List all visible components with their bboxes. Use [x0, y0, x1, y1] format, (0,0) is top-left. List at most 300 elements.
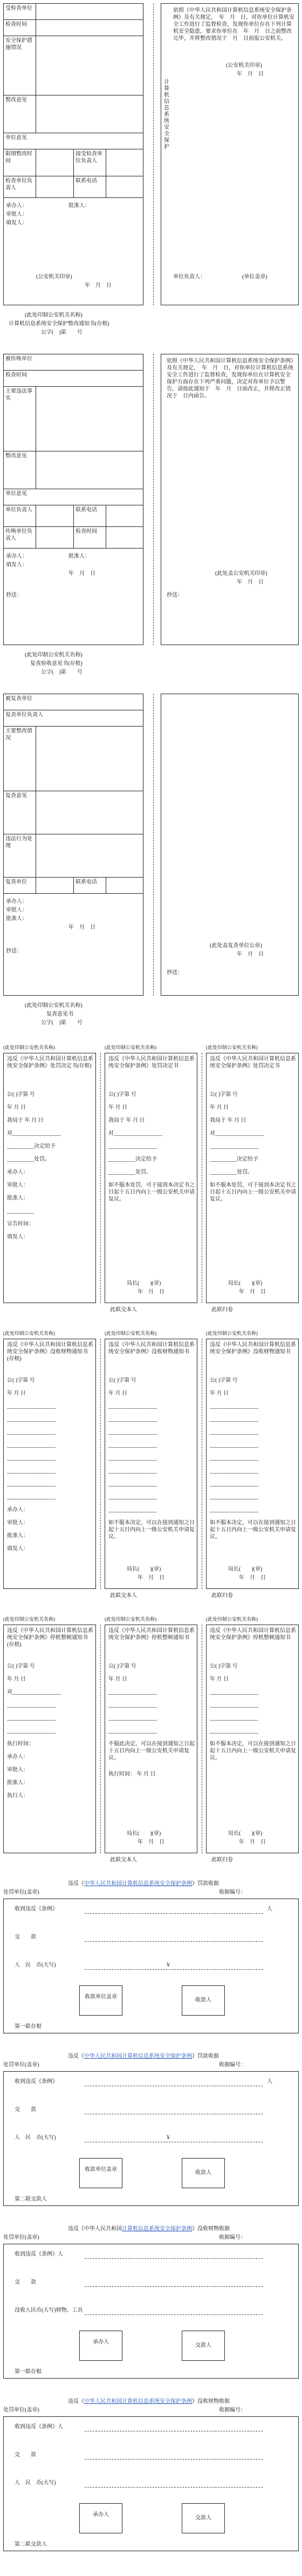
- form-line[interactable]: __________________: [210, 1429, 258, 1435]
- form-line[interactable]: __________________: [108, 1481, 157, 1487]
- form-line: 批准人：: [7, 1195, 29, 1201]
- notice-body: 依照《中华人民共和国计算机信息系统安全保护条例》及有关规定， 年 月 日，对你单位计算机安全工作进行了监督检查，发现你单位存在下列计算机安全隐患，要求你单位在 年 月 日之前整改完毕，并将整改情况于 月 日前报公安机关。: [173, 8, 294, 42]
- form-line[interactable]: __________________: [210, 1442, 258, 1448]
- stamp-box: 收款单位盖章: [79, 1985, 122, 2016]
- form-line: 年 月 日: [108, 1390, 127, 1396]
- vertical-caption: 计算机信息系统安全保护: [164, 79, 169, 150]
- title-suffix: 》罚款收据: [192, 1881, 219, 1887]
- form-line[interactable]: __________________: [7, 1416, 56, 1422]
- form-line: 不服此决定，可以在接到通知之日起十五日内向上一级公安机关申请复议。: [108, 1741, 195, 1761]
- signer: 批准人：: [6, 916, 28, 922]
- director-seal: 局长( )(章): [127, 1566, 161, 1572]
- seal: (公安机关印章): [226, 63, 262, 68]
- caption: (此处印制公安机关名称): [25, 312, 83, 318]
- form-column: [206, 1339, 299, 1589]
- form-line[interactable]: __________________: [210, 1702, 258, 1708]
- copy-label: 此联归卷: [211, 1857, 233, 1863]
- receipt: [3, 2225, 299, 2396]
- receipt-field-label: 收到违反《条例》人: [15, 2251, 63, 2257]
- row-label: 违法行为处理: [4, 834, 36, 878]
- caption: 复查意见书: [46, 1011, 73, 1017]
- form-line[interactable]: __________________: [108, 1442, 157, 1448]
- signer: 批准人：: [68, 203, 90, 209]
- form-line: 我局于 年 月 日: [7, 1118, 44, 1123]
- unit-seal: (单位盖章): [242, 274, 267, 280]
- title-suffix: 》没收财物收据: [192, 2226, 230, 2232]
- form-line: 如不服本决定，可以在接到通知之日起十五日内向上一级公安机关申请复议。: [108, 1520, 195, 1540]
- receipt-title: [68, 2053, 219, 2060]
- form-line: 审批人：: [7, 1520, 29, 1526]
- column-header: (此处印制公安机关名称): [3, 1331, 55, 1336]
- date-line: 年 月 日: [239, 1839, 266, 1845]
- form-line: 批准人：: [7, 1533, 29, 1539]
- form-column: [3, 1339, 96, 1589]
- row-label: 限期整改时间: [4, 149, 36, 176]
- form-line: 批准人：: [7, 1780, 29, 1786]
- warning-form: [3, 354, 299, 688]
- row-label: 检查时间: [4, 371, 143, 387]
- issuer: 处罚单位(盖章): [3, 2407, 39, 2413]
- row-label: 单位意见: [4, 133, 143, 149]
- receipt-field-line[interactable]: [85, 1969, 263, 1970]
- receipt-number: 收据编号：: [219, 2407, 246, 2413]
- form-line[interactable]: __________处罚。: [210, 1169, 253, 1175]
- row-value[interactable]: [36, 20, 143, 36]
- caption: 公字( )第 号: [41, 1020, 83, 1026]
- form-title: 违反《中华人民共和国计算机信息系统安全保护条例》处罚决定书: [108, 1056, 195, 1069]
- row-label: 接受检查单位负责人: [74, 149, 106, 176]
- receipt-field-label: 人 民 币(大写): [15, 2135, 56, 2141]
- row-value[interactable]: [36, 36, 143, 95]
- receipt-body: [3, 1899, 299, 2033]
- form-line: 年 月 日: [7, 1105, 26, 1111]
- form-line[interactable]: __________________: [108, 1494, 157, 1500]
- form-title: 违反《中华人民共和国计算机信息系统安全保护条例》没收财物通知书: [108, 1342, 195, 1355]
- form-line: 承办人：: [7, 1169, 29, 1175]
- receipt-field-line[interactable]: [85, 1941, 263, 1942]
- form-line[interactable]: __________________: [7, 1715, 56, 1721]
- receipt-number: 收据编号：: [219, 2062, 246, 2068]
- notice-body: 依照《中华人民共和国计算机信息系统安全保护条例》及有关规定， 年 月 日，对你单位计算机信息系统安全工作进行了监督检查，发现你单位在计算机安全保护方面存在下列严重问题，决定对你单位予以警告，请按此通知于 年 月 日前改正，并将改正情况于 日内函告。: [167, 358, 293, 399]
- notice-form-1: [3, 3, 299, 348]
- review-form: [3, 694, 299, 1039]
- form-line: 年 月 日: [108, 1105, 127, 1111]
- form-column: [105, 1053, 197, 1303]
- column-header: (此处印制公安机关名称): [105, 1045, 156, 1050]
- receipt-field-line[interactable]: [85, 2314, 263, 2315]
- date-line: 年 月 日: [237, 579, 264, 585]
- form-line: 承办人：: [7, 1507, 29, 1513]
- row-label: 联系电话: [74, 878, 106, 894]
- form-column: [3, 1625, 96, 1853]
- form-line[interactable]: __________________: [108, 1702, 157, 1708]
- receipt-number: 收据编号：: [219, 1889, 246, 1895]
- form-line[interactable]: __________________: [210, 1416, 258, 1422]
- form-column: [105, 1339, 197, 1589]
- column-header: (此处印制公安机关名称): [206, 1616, 258, 1622]
- note: 抄送：: [167, 592, 183, 598]
- receipt: [3, 2398, 299, 2568]
- date-line: 年 月 日: [237, 71, 264, 77]
- row-label: 检查时间: [74, 527, 106, 549]
- form-line[interactable]: __________________: [210, 1689, 258, 1695]
- form-line: 执行人：: [7, 1793, 29, 1799]
- receipt-field-line[interactable]: [85, 2286, 263, 2287]
- form-line[interactable]: 对__________________: [210, 1131, 264, 1136]
- notice-stub-table: [3, 3, 143, 305]
- form-line: 公( )字第 号: [7, 1092, 35, 1098]
- form-line[interactable]: __________________: [210, 1481, 258, 1487]
- row-value[interactable]: [106, 505, 143, 527]
- note: 抄送：: [6, 948, 22, 954]
- form-line[interactable]: __________决定给予: [210, 1156, 258, 1162]
- stamp-box: 收款人: [182, 2158, 225, 2188]
- copy-label: 此联归卷: [211, 1593, 233, 1599]
- title-link[interactable]: 计算机信息系统安全保护条例: [122, 2226, 192, 2232]
- form-title: 违反《中华人民共和国计算机信息系统安全保护条例》停机整顿通知书(存根): [7, 1628, 93, 1648]
- column-header: (此处印制公安机关名称): [105, 1616, 156, 1622]
- row-label: 联系电话: [74, 176, 106, 198]
- row-value[interactable]: [36, 727, 143, 791]
- seal: (此处盖公安机关印章): [215, 571, 267, 577]
- perforation-line: [153, 694, 154, 996]
- row-value[interactable]: [106, 878, 143, 894]
- sec5-form: [3, 1330, 299, 1611]
- form-column: [105, 1625, 197, 1853]
- filler: 填发人：: [6, 562, 28, 568]
- form-column: [206, 1053, 299, 1303]
- form-line[interactable]: __________________: [7, 1455, 56, 1461]
- form-line: 公( )字第 号: [210, 1092, 238, 1098]
- director-seal: 局长( )(章): [228, 1831, 263, 1837]
- signer: 审批人：: [6, 907, 28, 913]
- receipt-field-label: 交 款: [15, 2107, 36, 2113]
- form-line: 我局于 年 月 日: [108, 1118, 145, 1123]
- issuer: 处罚单位(盖章): [3, 2235, 39, 2241]
- caption: 复查验收意见书(存根): [30, 661, 83, 667]
- note: 抄送：: [6, 592, 22, 598]
- form-line[interactable]: __________________: [7, 1468, 56, 1474]
- receipt-field-label: 收到违反《条例》人: [15, 2424, 63, 2430]
- row-value[interactable]: [36, 176, 74, 198]
- row-label: 被传唤单位: [4, 354, 143, 371]
- form-line: 如不服本处罚，可于接到本决定书之日起十五日内向上一级公安机关申请复议。: [210, 1182, 296, 1202]
- form-line[interactable]: __________决定给予: [108, 1156, 157, 1162]
- row-label: 整改意见: [4, 451, 36, 489]
- filler: 填发人：: [6, 220, 28, 226]
- stamp-box: 交款人: [182, 2331, 225, 2361]
- column-header: (此处印制公安机关名称): [105, 1331, 156, 1336]
- payer-suffix: 人: [267, 2079, 272, 2085]
- row-value[interactable]: [36, 451, 143, 489]
- row-label: 传唤单位负责人: [4, 527, 36, 549]
- copy-label: 第二联交款人: [15, 2196, 47, 2202]
- row-label: 复查意见: [4, 791, 36, 834]
- form-line[interactable]: __________________: [210, 1494, 258, 1500]
- caption: 公字( )第 号: [41, 669, 83, 675]
- receipt-field-line[interactable]: [85, 2258, 263, 2259]
- note: 抄送：: [167, 970, 183, 976]
- form-title: 违反《中华人民共和国计算机信息系统安全保护条例》处罚决定书: [210, 1056, 296, 1069]
- title-suffix: 》罚款收据: [192, 2053, 219, 2059]
- form-line: 我局于 年 月 日: [210, 1118, 246, 1123]
- receipt-field-label: 交 款: [15, 2279, 36, 2285]
- row-label: 被复查单位: [4, 694, 143, 710]
- issuer: 处罚单位(盖章): [3, 2062, 39, 2068]
- receipt-body: [3, 2071, 299, 2206]
- form-line: 填发人：: [7, 1546, 29, 1552]
- row-value[interactable]: [106, 149, 143, 176]
- row-label: 受检查单位: [4, 4, 36, 20]
- row-value[interactable]: [106, 527, 143, 549]
- column-header: (此处印制公安机关名称): [3, 1045, 55, 1050]
- signer: 承办人：: [6, 899, 28, 905]
- sec4-form: [3, 1044, 299, 1325]
- form-title: 违反《中华人民共和国计算机信息系统安全保护条例》停机整顿通知书: [108, 1628, 195, 1641]
- form-line[interactable]: __________________: [7, 1442, 56, 1448]
- row-label: 单位负责人: [4, 505, 36, 527]
- form-line: 公( )字第 号: [210, 1378, 238, 1383]
- form-line[interactable]: 对__________________: [7, 1689, 61, 1695]
- row-value[interactable]: [106, 176, 143, 198]
- form-line[interactable]: __________________: [210, 1715, 258, 1721]
- director-seal: 局长( )(章): [127, 1831, 161, 1837]
- row-value[interactable]: [36, 834, 143, 878]
- form-line: 公( )字第 号: [108, 1378, 136, 1383]
- title-prefix: 违反《: [68, 1881, 84, 1887]
- form-line: 宣告时间：: [7, 1221, 34, 1227]
- receipt-title: [68, 2398, 230, 2405]
- form-line[interactable]: __________________: [7, 1728, 56, 1734]
- date-line: 年 月 日: [68, 571, 95, 577]
- copy-label: 第一联存根: [15, 2369, 42, 2375]
- issuer: 处罚单位(盖章): [3, 1889, 39, 1895]
- seal: (此处盖复查单位公章): [210, 943, 262, 949]
- form-line: 审批人：: [7, 1767, 29, 1773]
- form-line[interactable]: __________决定给予: [7, 1143, 56, 1149]
- form-line: 公( )字第 号: [210, 1663, 238, 1669]
- receipt-field-label: 收到违反《条例》: [15, 1906, 58, 1912]
- receipt-field-label: 人 民 币(大写): [15, 1962, 56, 1968]
- form-line[interactable]: __________________: [108, 1507, 157, 1513]
- form-line[interactable]: __________________: [108, 1689, 157, 1695]
- caption: (此处印制公安机关名称): [25, 1003, 83, 1009]
- receipt: [3, 1880, 299, 2051]
- form-line[interactable]: __________处罚。: [108, 1169, 152, 1175]
- row-label: 主要违法事实: [4, 387, 36, 451]
- receipt: [3, 2053, 299, 2223]
- row-value[interactable]: [36, 527, 74, 549]
- sec6-form: [3, 1616, 299, 1875]
- form-line[interactable]: __________________: [7, 1494, 56, 1500]
- signer: 批准人：: [68, 553, 90, 559]
- form-line[interactable]: __________________: [108, 1468, 157, 1474]
- form-line: 公( )字第 号: [108, 1092, 136, 1098]
- perforation-line: [153, 3, 154, 305]
- receipt-title: [68, 2225, 230, 2232]
- director-seal: 局长( )(章): [127, 1280, 161, 1286]
- row-label: 复查单位: [4, 878, 36, 894]
- form-line: 年 月 日: [7, 1390, 26, 1396]
- row-label: 单位意见: [4, 489, 143, 505]
- form-line: 年 月 日: [108, 1676, 127, 1682]
- title-suffix: 》没收财物收据: [192, 2399, 230, 2404]
- yen-symbol: ￥: [166, 2135, 171, 2141]
- copy-label: 第一联存根: [15, 2024, 42, 2030]
- warning-main: [161, 354, 299, 645]
- copy-label: 此联归卷: [211, 1307, 233, 1313]
- form-line[interactable]: 对__________________: [108, 1131, 162, 1136]
- caption: (此处印制公安机关名称): [25, 652, 83, 658]
- column-header: (此处印制公安机关名称): [206, 1045, 258, 1050]
- copy-label: 此联交本人: [110, 1857, 137, 1863]
- receipt-field-line[interactable]: [85, 1913, 263, 1914]
- perforation-line: [153, 354, 154, 645]
- date-line: 年 月 日: [85, 283, 112, 289]
- form-line: 如不服本决定，可以在接到通知之日起十五日内向上一级公安机关申请复议。: [210, 1741, 296, 1761]
- caption: 计算机信息系统安全保护整改通知书(存根): [9, 321, 109, 327]
- form-line: 年 月 日: [210, 1676, 229, 1682]
- signer: 单位负责人：: [173, 274, 205, 280]
- review-main: [161, 694, 299, 996]
- date-line: 年 月 日: [68, 924, 95, 930]
- form-line: 填发人：: [7, 1234, 29, 1240]
- form-column: [206, 1625, 299, 1853]
- form-line: 执行时间：: [7, 1741, 34, 1747]
- form-line: 年 月 日: [7, 1676, 26, 1682]
- receipt-field-label: 人 民 币(大写): [15, 2480, 56, 2486]
- director-seal: 局长( )(章): [228, 1280, 263, 1286]
- form-line: 如不服本处罚，可于接到本决定书之日起十五日内向上一级公安机关申请复议。: [108, 1182, 195, 1202]
- stamp-box: 收款单位盖章: [79, 2158, 122, 2188]
- form-line[interactable]: __________________: [7, 1429, 56, 1435]
- form-line[interactable]: __________________: [108, 1715, 157, 1721]
- form-line[interactable]: __________________: [210, 1507, 258, 1513]
- row-value[interactable]: [36, 878, 74, 894]
- signer: 审批人：: [6, 211, 28, 217]
- date-line: 年 月 日: [138, 1839, 164, 1845]
- form-line: 公( )字第 号: [7, 1663, 35, 1669]
- receipt-field-label: 收到违反《条例》: [15, 2079, 58, 2085]
- column-header: (此处印制公安机关名称): [206, 1331, 258, 1336]
- form-line[interactable]: __________________: [7, 1481, 56, 1487]
- form-line: 公( )字第 号: [7, 1378, 35, 1383]
- date-line: 年 月 日: [237, 951, 264, 957]
- payer-suffix: 人: [267, 1906, 272, 1912]
- form-line: 年 月 日: [210, 1390, 229, 1396]
- form-line: 公( )字第 号: [108, 1663, 136, 1669]
- form-line[interactable]: __________________: [108, 1728, 157, 1734]
- form-line[interactable]: 对__________________: [7, 1131, 61, 1136]
- form-line: 如不服本决定，可以在接到通知之日起十五日内向上一级公安机关申请复议。: [210, 1520, 296, 1540]
- receipt-field-label: 交 款: [15, 2452, 36, 2458]
- copy-label: 第二联交款人: [15, 2541, 47, 2547]
- form-line[interactable]: __________________: [108, 1455, 157, 1461]
- form-title: 违反《中华人民共和国计算机信息系统安全保护条例》停机整顿通知书: [210, 1628, 296, 1641]
- title-prefix: 违反《: [68, 2053, 84, 2059]
- row-value[interactable]: [36, 505, 74, 527]
- form-title: 违反《中华人民共和国计算机信息系统安全保护条例》没收财物通知书: [210, 1342, 296, 1355]
- form-line[interactable]: __________________: [7, 1403, 56, 1409]
- caption: 公字( )第 号: [41, 330, 83, 335]
- form-title: 违反《中华人民共和国计算机信息系统安全保护条例》处罚决定书(存根): [7, 1056, 93, 1069]
- review-stub-table: [3, 694, 143, 996]
- row-value[interactable]: [36, 791, 143, 834]
- yen-symbol: ￥: [166, 1962, 171, 1968]
- seal: (公安机关印章): [36, 274, 72, 280]
- stamp-box: 收款人: [182, 1985, 225, 2016]
- date-line: 年 月 日: [138, 1575, 164, 1581]
- form-line[interactable]: __________________: [108, 1143, 157, 1149]
- title-link[interactable]: 中华人民共和国计算机信息系统安全保护条例: [84, 2053, 192, 2059]
- row-value[interactable]: [36, 4, 143, 20]
- form-line: 承办人：: [7, 1754, 29, 1760]
- stamp-box: 承办人: [79, 2331, 122, 2361]
- form-line[interactable]: __________________: [210, 1403, 258, 1409]
- form-line[interactable]: __________________: [108, 1429, 157, 1435]
- form-line[interactable]: __________: [7, 1208, 34, 1214]
- form-line[interactable]: __________________: [210, 1455, 258, 1461]
- row-label: 复查单位负责人: [4, 710, 143, 727]
- signer: 承办人：: [6, 553, 28, 559]
- copy-label: 此联交本人: [110, 1593, 137, 1599]
- director-seal: 局长( )(章): [228, 1566, 263, 1572]
- form-line[interactable]: __________________: [210, 1468, 258, 1474]
- copy-label: 此联交本人: [110, 1307, 137, 1313]
- notice-main: [161, 3, 299, 305]
- form-line[interactable]: __________________: [108, 1416, 157, 1422]
- date-line: 年 月 日: [239, 1289, 266, 1295]
- form-line: 执行时间： 年 月 日: [108, 1771, 156, 1777]
- column-header: (此处印制公安机关名称): [3, 1616, 55, 1622]
- perforation-line: [100, 1339, 101, 1589]
- row-value[interactable]: [36, 149, 74, 176]
- perforation-line: [100, 1625, 101, 1853]
- warning-stub-table: [3, 354, 143, 645]
- form-line[interactable]: __________________: [7, 1702, 56, 1708]
- title-prefix: 违反《中华人民共和国: [68, 2226, 122, 2232]
- receipt-body: [3, 2244, 299, 2379]
- row-label: 主要整改情况: [4, 727, 36, 791]
- form-line[interactable]: __________________: [210, 1143, 258, 1149]
- date-line: 年 月 日: [239, 1575, 266, 1581]
- perforation-line: [100, 1053, 101, 1303]
- row-value[interactable]: [36, 387, 143, 451]
- form-line[interactable]: __________________: [108, 1403, 157, 1409]
- receipt-field-label: 交 款: [15, 1934, 36, 1940]
- receipt-body: [3, 2416, 299, 2551]
- row-label: 联系电话: [74, 505, 106, 527]
- row-label: 安全保护措施情况: [4, 36, 36, 95]
- receipt-field-line[interactable]: [85, 2487, 263, 2488]
- signer: 承办人：: [6, 203, 28, 209]
- stamp-box: 承办人: [79, 2503, 122, 2533]
- form-line[interactable]: __________处罚。: [7, 1156, 50, 1162]
- form-line: 年 月 日: [210, 1105, 229, 1111]
- form-line: 审批人：: [7, 1182, 29, 1188]
- receipt-field-label: 没收人民币(大写)财物、工具: [15, 2307, 83, 2313]
- row-label: 检查时间: [4, 20, 36, 36]
- receipt-title: [68, 1880, 219, 1887]
- title-link[interactable]: 中华人民共和国计算机信息系统安全保护条例: [84, 2399, 192, 2404]
- row-value[interactable]: [36, 95, 143, 133]
- form-line[interactable]: __________________: [210, 1728, 258, 1734]
- title-link[interactable]: 中华人民共和国计算机信息系统安全保护条例: [84, 1881, 192, 1887]
- title-prefix: 违反《: [68, 2399, 84, 2404]
- row-label: 整改意见: [4, 95, 36, 133]
- receipt-number: 收据编号：: [219, 2235, 246, 2241]
- form-title: 违反《中华人民共和国计算机信息系统安全保护条例》没收财物通知书(存根): [7, 1342, 93, 1362]
